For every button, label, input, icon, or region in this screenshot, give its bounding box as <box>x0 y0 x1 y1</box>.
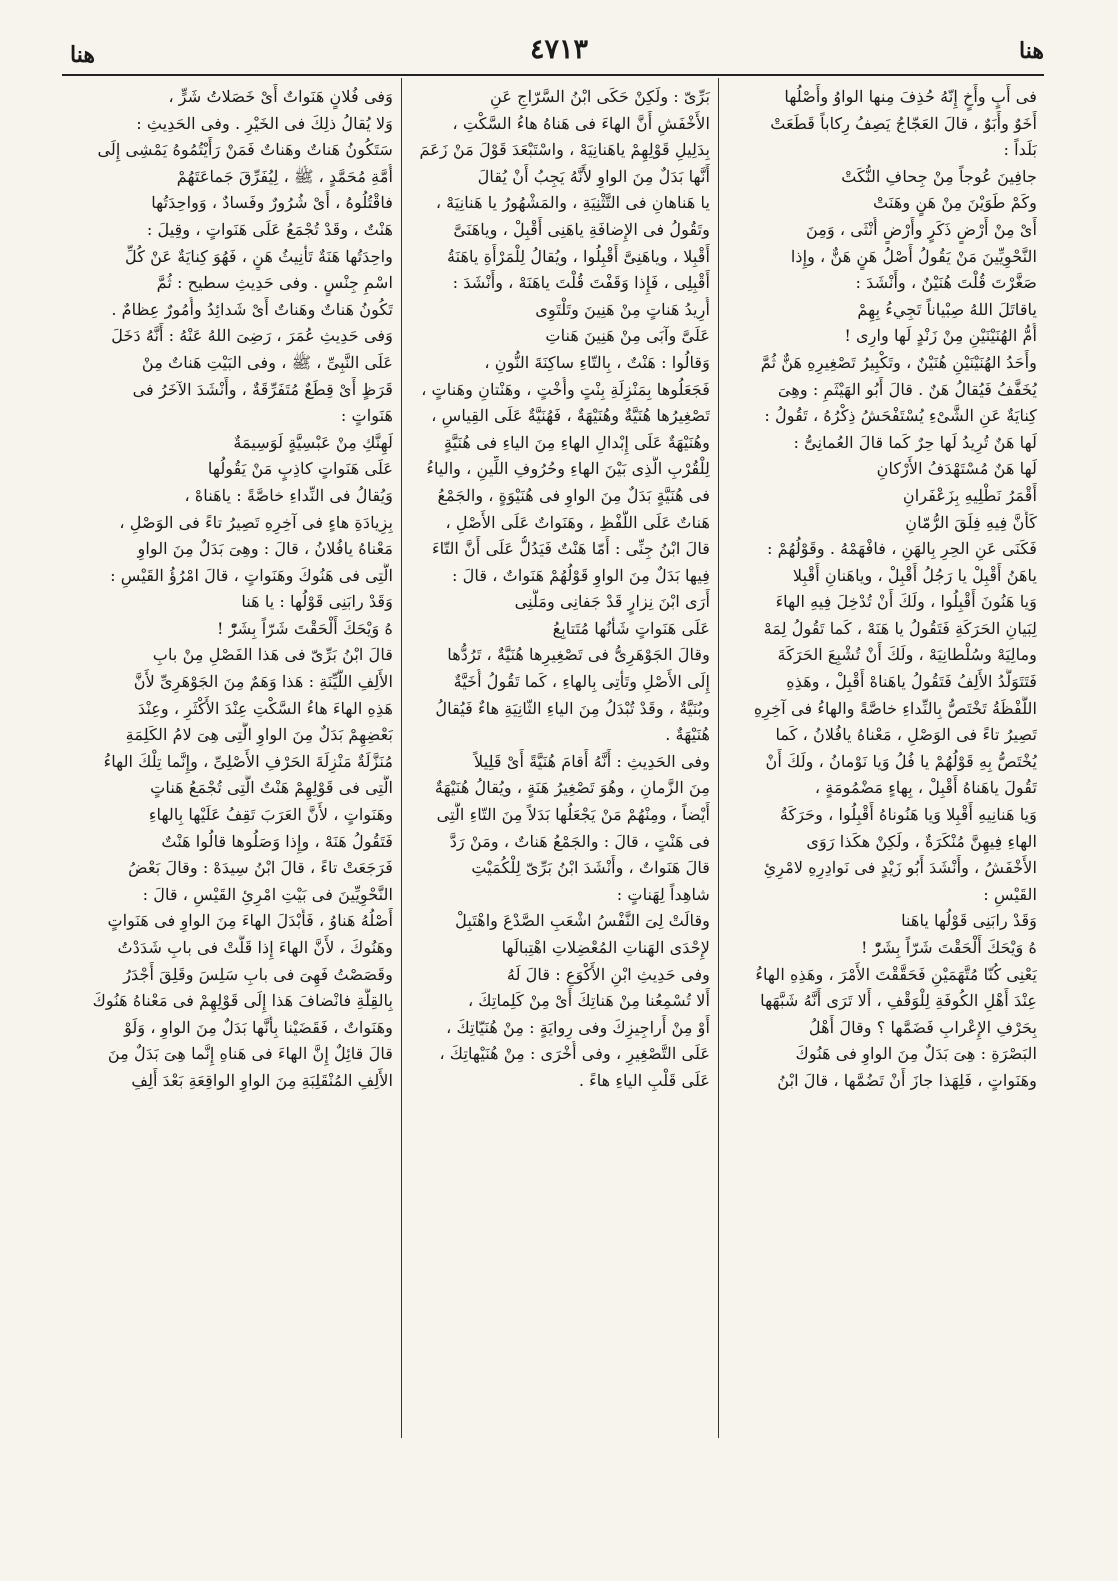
text-line: أُمُّ الهُنَيْنَيْنِ مِنْ زَنْدٍ لَها وارِى ! <box>844 326 1037 346</box>
text-line: لإِحْدَى الهَناتِ المُعْضِلاتِ اهْتِبالَها <box>501 938 710 957</box>
text-line: أَخَوٌ وأَبَوٌ ، قالَ العَجّاجُ يَصِفُ رِكاباً قَطَعَتْ <box>770 113 1037 133</box>
text-line: تَكُونُ هَناتٌ وهَناتٌ أَىْ شَدائِدُ وأُمُورٌ عِظامٌ . <box>111 299 393 319</box>
text-line: النَّحْوِيِّينَ مَنْ يَقُولُ أَصْلُ هَنٍ هَنٌّ ، وإِذا <box>790 246 1037 266</box>
text-line: يا هَناهانِ فى التَّثْنِيَةِ ، والمَشْهُورُ يا هَنانِيَهْ ، <box>435 193 710 213</box>
text-line: وَيا هَنانِيهِ أَقْبِلا وَيا هَنُوناهُ أَقْبِلُوا ، وحَرَكَةُ <box>779 805 1037 825</box>
running-headword-left: هنا <box>70 42 95 68</box>
text-line: هَناتٌ عَلَى اللَّفْظِ ، وهَنَواتٌ عَلَى الأَصْلِ ، <box>445 512 710 532</box>
text-line: الَّتِى فى هَنُوكَ وهَنَواتٍ ، قالَ امْرُؤُ القَيْسِ : <box>110 565 393 585</box>
text-line: مُنَزَّلَةٌ مَنْزِلَةَ الحَرْفِ الأَصْلِىِّ ، وإِنَّما تِلْكَ الهاءُ <box>103 751 393 771</box>
text-line: بَرِّىّ : ولَكِنْ حَكَى ابْنُ السَّرّاجِ عَنِ <box>490 87 710 106</box>
text-line: وقَصَصْتُ فَهِىَ فى بابِ سَلِسَ وقَلِقَ أَجْدَرُ <box>123 964 393 984</box>
text-line: عِنْدَ أَهْلِ الكُوفَةِ لِلْوَقْفِ ، أَلا تَرَى أَنَّهُ شَبَّهَها <box>760 991 1037 1011</box>
text-line: أَقْمَرُ نَطْلِيهِ بِزَعْفَرانِ <box>902 485 1037 505</box>
text-line: هَنْتٌ ، وقَدْ تُجْمَعُ عَلَى هَنَواتٍ ، وقِيلَ : <box>146 219 393 239</box>
text-line: لِلْقُرْبِ الَّذِى بَيْنَ الهاءِ وحُرُوفِ اللِّينِ ، والياءُ <box>426 459 710 479</box>
text-line: وَفى فُلانٍ هَنَواتٌ أَىْ خَصَلاتُ شَرٍّ ، <box>168 87 393 106</box>
text-column-right <box>727 84 1037 1095</box>
text-line: فِيها بَدَلٌ مِنَ الواوِ قَوْلُهُمْ هَنَواتٌ ، قالَ : <box>452 565 710 585</box>
text-line: وَقَدْ رابَنِى قَوْلُها ياهَنا <box>901 911 1037 931</box>
text-line: بَلَداً : <box>1003 140 1037 160</box>
text-line: ياهَنُ أَقْبِلْ يا رَجُلُ أَقْبِلْ ، وياهَنانِ أَقْبِلا <box>792 565 1037 585</box>
text-line: لِبَيانِ الحَرَكَةِ فَتَقُولُ يا هَنَهْ ، كَما تَقُولُ لِمَهْ <box>763 618 1037 638</box>
text-line: لَها هَنٌ مُسْتَهْدَفُ الأَرْكانِ <box>876 459 1037 479</box>
text-line: يُخْتَصُّ بِهِ قَوْلُهُمْ يا فُلُ وَيا نَوْمانُ ، ولَكَ أَنْ <box>765 751 1037 771</box>
text-line: عَلَى هَنَواتٍ شَأْنُها مُتَتابِعُ <box>552 618 710 638</box>
text-line: بِدَلِيلِ قَوْلِهِمْ ياهَنانِيَهْ ، واسْتَبْعَدَ قَوْلَ مَنْ زَعَمَ <box>419 140 710 160</box>
text-line: فى أَبٍ وأَخٍ إِنّهُ حُذِفَ مِنها الواوُ وأَصْلُها <box>784 87 1037 106</box>
text-line: أَلا تُسْمِعُنا مِنْ هَناتِكَ أَىْ مِنْ كَلِماتِكَ ، <box>467 991 710 1011</box>
text-line: مَعْناهُ يافُلانُ ، قالَ : وهِىَ بَدَلٌ مِنَ الواوِ <box>137 539 393 559</box>
text-line: عَلَى هَنَواتٍ كاذِبٍ مَنْ يَقُولُها <box>207 459 393 479</box>
text-line: الأَلِفِ اللَّيِّنَةِ : هَذا وَهَمٌ مِنَ الجَوْهَرِىِّ لأَنَّ <box>133 672 393 692</box>
text-line: بِحَرْفِ الإِعْرابِ فَضَمَّها ؟ وقالَ أَهْلُ <box>808 1017 1037 1037</box>
text-line: إِلَى الأَصْلِ وتَأْتِى بِالهاءِ ، كَما تَقُولُ أُخَيَّةٌ <box>453 672 710 692</box>
text-line: أَوْ مِنْ أَراجِيزِكَ وفى رِوايَةٍ : مِنْ هُنَيّاتِكَ ، <box>446 1017 710 1037</box>
text-line: وهَنَواتٍ ، فَلِهَذا جازَ أَنْ تَضُمَّها ، قالَ ابْنُ <box>777 1070 1037 1090</box>
text-line: فَكَنَى عَنِ الحِرِ بِالهَنِ ، فافْهَمْهُ . وقَوْلُهُمْ : <box>767 539 1037 559</box>
text-line: أَيْضاً ، ومِنْهُمْ مَنْ يَجْعَلُها بَدَلاً مِنَ التّاءِ الَّتِى <box>436 805 710 825</box>
text-line: أُمَّةِ مُحَمَّدٍ ، ﷺ ، لِيُفَرِّقَ جَماعَتَهُمْ <box>176 166 393 186</box>
text-line: لَها هَنٌ تُرِيدُ لَها حِرٌ كَما قالَ العُمانِىُّ : <box>793 432 1037 452</box>
text-line: وبُنَيَّةٌ ، وقَدْ تُبْدَلُ مِنَ الياءِ الثّانِيَةِ هاءٌ فَيُقالُ <box>435 698 710 718</box>
text-line: ياقاتَلَ اللهُ صِبْياناً تَجِيءُ بِهِمْ <box>857 299 1037 319</box>
text-line: البَصْرَةِ : هِىَ بَدَلٌ مِنَ الواوِ فى هَنُوكَ <box>795 1044 1037 1064</box>
text-line: قالَ ابْنُ بَرِّىّ فى هَذا الفَصْلِ مِنْ بابِ <box>152 645 393 665</box>
text-line: وَيُقالُ فى النِّداءِ خاصَّةً : ياهَناهْ ، <box>184 485 393 505</box>
text-line: الَّتِى فى قَوْلِهِمْ هَنْتٌ الَّتِى تُجْمَعُ هَناتٍ <box>150 778 393 798</box>
text-line: تَصِيرُ تاءً فى الوَصْلِ ، مَعْناهُ يافُلانُ ، كَما <box>775 725 1037 745</box>
text-line: فى هَنْتٍ ، قالَ : والجَمْعُ هَناتٌ ، ومَنْ رَدَّ <box>449 831 710 851</box>
text-line: واحِدَتُها هَنَةٌ تَأْنِيثُ هَنٍ ، فَهُوَ كِنايَةٌ عَنْ كُلِّ <box>124 246 393 266</box>
text-line: وَقالُوا : هَنْتٌ ، بِالتّاءِ ساكِنَةَ النُّونِ ، <box>484 352 710 372</box>
text-line: القَيْسِ : <box>983 884 1037 904</box>
text-line: هُ وَيْحَكَ أَلْحَقْتَ شَرّاً بِشَرّْ ! <box>217 618 393 638</box>
text-line: قالَ قائِلٌ إِنَّ الهاءَ فى هَناهِ إِنَّما هِىَ بَدَلٌ مِنَ <box>107 1044 393 1064</box>
text-line: جافِينَ عُوجاً مِنْ جِحافِ النُّكَتْ <box>841 166 1037 186</box>
text-line: وقالَتْ لِىَ النَّفْسُ اشْعَبِ الصَّدْعَ واهْتَبِلْ <box>455 911 710 931</box>
text-line: فاقْتُلُوهُ ، أَىْ شُرُورٌ وفَسادٌ ، وَواحِدَتُها <box>151 193 393 213</box>
text-line: أَرَى ابْنَ نِزارٍ قَدْ جَفانِى ومَلَّنِى <box>514 592 710 612</box>
text-line: الأَخْفَشِ أَنَّ الهاءَ فى هَناهُ هاءُ السَّكْتِ ، <box>452 113 710 133</box>
text-line: الأَخْفَشُ ، وأَنْشَدَ أَبُو زَيْدٍ فى نَوادِرِهِ لامْرِئِ <box>763 858 1037 878</box>
text-line: وقالَ الجَوْهَرِىُّ فى تَصْغِيرِها هُنَيَّةٌ ، تَرُدُّها <box>447 645 710 665</box>
text-line: أَصْلُهُ هَناوُ ، فَأَبْدَلَ الهاءَ مِنَ الواوِ فى هَنَواتٍ <box>107 911 393 931</box>
text-line: اللَّفْظَةُ تَخْتَصُّ بِالنِّداءِ خاصَّةً والهاءُ فى آخِرِهِ <box>753 698 1037 718</box>
text-line: قالَ هَنَواتٌ ، وأَنْشَدَ ابْنُ بَرِّىّ لِلْكُمَيْتِ <box>471 858 710 878</box>
text-line: فَتَتَوَلَّدُ الأَلِفُ فَتَقُولُ ياهَناهْ أَقْبِلْ ، وهَذِهِ <box>786 672 1037 692</box>
text-line: أَىْ مِنْ أَرْضٍ ذَكَرٍ وأَرْضٍ أُنْثَى ، وَمِنَ <box>805 219 1037 239</box>
running-headword-right: هنا <box>1019 38 1044 64</box>
text-line: النَّحْوِيِّينَ فى بَيْتِ امْرِئِ القَيْسِ ، قالَ : <box>142 884 393 904</box>
text-line: عَلَى التَّصْغِيرِ ، وفى أُخْرَى : مِنْ هُنَيْهاتِكَ ، <box>439 1044 710 1064</box>
text-line: ومالِيَهْ وسُلْطانِيَهْ ، ولَكَ أَنْ تُشْبِعَ الحَرَكَةَ <box>777 645 1037 665</box>
text-line: هَنَواتٍ : <box>340 406 393 426</box>
text-line: يَعْنِى كُنّا مُتَّهَمَيْنِ فَحَقَّقْتَ الأَمْرَ ، وهَذِهِ الهاءُ <box>755 964 1037 984</box>
text-line: أَقْبِلا ، وياهَنِىَّ أَقْبِلُوا ، ويُقالُ لِلْمَرْأَةِ ياهَنَةُ <box>446 246 710 266</box>
text-line: مِنَ الزَّمانِ ، وهُوَ تَصْغِيرُ هَنَةٍ ، ويُقالُ هُنَيْهَةٌ <box>434 778 710 798</box>
text-line: وأَحَدُ الهُنَيْنَيْنِ هُنَيْنٌ ، وتَكْبِيرُ تَصْغِيرِهِ هَنٌّ ثُمَّ <box>760 352 1037 372</box>
text-line: عَلَى النَّبِىِّ ، ﷺ ، وفى البَيْتِ هَناتٌ مِنْ <box>141 352 393 372</box>
text-line: قالَ ابْنُ جِنِّى : أَمّا هَنْتٌ فَيَدُلُّ عَلَى أَنَّ التّاءَ <box>432 539 710 559</box>
text-line: وفى الحَدِيثِ : أَنَّهُ أَقامَ هُنَيَّةً أَىْ قَلِيلاً <box>474 751 710 771</box>
text-line: وتَقُولُ فى الإِضافَةِ ياهَنِى أَقْبِلْ ، وياهَنَىَّ <box>453 219 710 239</box>
column-divider-right <box>718 78 719 1438</box>
text-line: أَنَّها بَدَلٌ مِنَ الواوِ لأَنَّهُ يَجِبُ أَنْ يُقالَ <box>477 166 710 186</box>
text-line: تَصْغِيرُها هُنَيَّةٌ وهُنَيْهَةٌ ، فَهُنَيَّةٌ عَلَى القِياسِ ، <box>431 406 710 426</box>
text-line: صَغَّرْتَ قُلْتَ هُنَيْنٌ ، وأَنْشَدَ : <box>855 273 1037 293</box>
text-line: الهاءِ فِيهِنَّ مُنْكَرَةٌ ، ولَكِنْ هكَذا رَوَى <box>806 831 1037 851</box>
text-line: عَلَىَّ وآبَى مِنْ هَنِينَ هَناتِ <box>545 326 710 346</box>
text-line: الأَلِفِ المُنْقَلِبَةِ مِنَ الواوِ الواقِعَةِ بَعْدَ أَلِفِ <box>131 1070 393 1090</box>
text-line: سَتَكُونُ هَناتٌ وهَناتٌ فَمَنْ رَأَيْتُمُوهُ يَمْشِى إِلَى <box>97 140 393 160</box>
text-line: وهُنَيْهَةٌ عَلَى إِبْدالِ الهاءِ مِنَ الياءِ فى هُنَيَّةٍ <box>443 432 710 452</box>
text-line: بِزِيادَةِ هاءٍ فى آخِرِهِ تَصِيرُ تاءً فى الوَصْلِ ، <box>119 512 393 532</box>
text-line: بَعْضِهِمْ بَدَلٌ مِنَ الواوِ الَّتِى هِىَ لامُ الكَلِمَةِ <box>125 725 393 745</box>
text-line: وهَنُوكَ ، لأَنَّ الهاءَ إِذا قَلَّتْ فى بابِ شَدَدْتُ <box>117 938 393 957</box>
text-line: لَهِنَّكِ مِنْ عَبْسِيَّةٍ لَوَسِيمَةٌ <box>233 432 393 452</box>
text-line: هَذِهِ الهاءَ هاءُ السَّكْتِ عِنْدَ الأَكْثَرِ ، وعِنْدَ <box>137 698 393 718</box>
text-line: وهَنَواتٍ ، لأَنَّ العَرَبَ تَقِفُ عَلَيْها بِالهاءِ <box>148 805 393 825</box>
text-line: شاهِداً لِهَناتٍ : <box>616 884 710 904</box>
text-line: وَلا يُقالُ ذلِكَ فى الخَيْرِ . وفى الحَدِيثِ : <box>136 113 393 133</box>
text-line: وكَمْ طَوَيْنَ مِنْ هَنٍ وهَنَتْ <box>873 193 1037 213</box>
header-rule <box>62 74 1044 76</box>
text-line: يُخَفَّفُ فَيُقالُ هَنٌ . قالَ أَبُو الهَيْثَمِ : وهِىَ <box>777 379 1037 399</box>
text-line: اسْمِ جِنْسٍ . وفى حَدِيثِ سطيح : ثُمَّ <box>156 273 393 293</box>
text-column-left <box>75 84 393 1095</box>
text-line: وَيا هَنُونَ أَقْبِلُوا ، ولَكَ أَنْ تُدْخِلَ فِيهِ الهاءَ <box>775 592 1037 612</box>
text-line: هُنَيْهَةٌ . <box>665 725 710 745</box>
text-line: كَأَنَّ فِيهِ فِلَقَ الرُّمّانِ <box>905 512 1037 532</box>
text-column-middle <box>410 84 710 1095</box>
text-line: بِالقِلَّةِ فانْضافَ هَذا إِلَى قَوْلِهِمْ فى مَعْناهُ هَنُوكَ <box>92 991 393 1011</box>
text-line: هُ وَيْحَكَ أَلْحَقْتَ شَرّاً بِشَرّْ ! <box>861 938 1037 957</box>
text-line: عَلَى قَلْبِ الياءِ هاءً . <box>578 1070 710 1090</box>
text-line: تَقُولَ ياهَناهُ أَقْبِلْ ، بِهاءٍ مَضْمُومَةٍ ، <box>814 778 1037 798</box>
text-line: كِنايَةٌ عَنِ الشَّىْءِ يُسْتَفْحَشُ ذِكْرُهُ ، تَقُولُ : <box>764 406 1037 426</box>
page-number: ٤٧١٣ <box>529 34 588 65</box>
column-divider-left <box>401 78 402 1438</box>
text-line: أُرِيدُ هَناتٍ مِنْ هَنِينَ وتَلْتَوِى <box>535 299 710 319</box>
text-line: فَجَعَلُوها بِمَنْزِلَةِ بِنْتٍ وأُخْتٍ ، وهَنْتانِ وهَناتٍ ، <box>421 379 710 399</box>
text-line: قَرَظٍ أَىْ قِطَعٌ مُتَفَرِّقَةٌ ، وأَنْشَدَ الآخَرُ فى <box>132 379 393 399</box>
text-line: وفى حَدِيثِ ابْنِ الأَكْوَعِ : قالَ لَهُ <box>506 964 710 984</box>
text-line: فَتَقُولُ هَنَهْ ، وإِذا وَصَلُوها قالُوا هَنْتٌ <box>161 831 393 851</box>
text-line: وَقَدْ رابَنِى قَوْلُها : يا هَنا <box>241 592 393 612</box>
text-line: فَرَجَعَتْ تاءً ، قالَ ابْنُ سِيدَهْ : وقالَ بَعْضُ <box>128 858 393 878</box>
text-line: أَقْبِلِى ، فَإِذا وَقَفْتَ قُلْتَ ياهَنَهْ ، وأَنْشَدَ : <box>452 273 710 293</box>
text-line: فى هُنَيَّةٍ بَدَلٌ مِنَ الواوِ فى هُنَيْوَةٍ ، والجَمْعُ <box>437 485 710 505</box>
text-line: وهَنَواتٌ ، فَقَضَيْنا بِأَنَّها بَدَلٌ مِنَ الواوِ ، وَلَوْ <box>124 1017 393 1037</box>
text-line: وَفى حَدِيثِ عُمَرَ ، رَضِىَ اللهُ عَنْهُ : أَنَّهُ دَخَلَ <box>111 326 393 346</box>
page-header <box>0 30 1118 78</box>
